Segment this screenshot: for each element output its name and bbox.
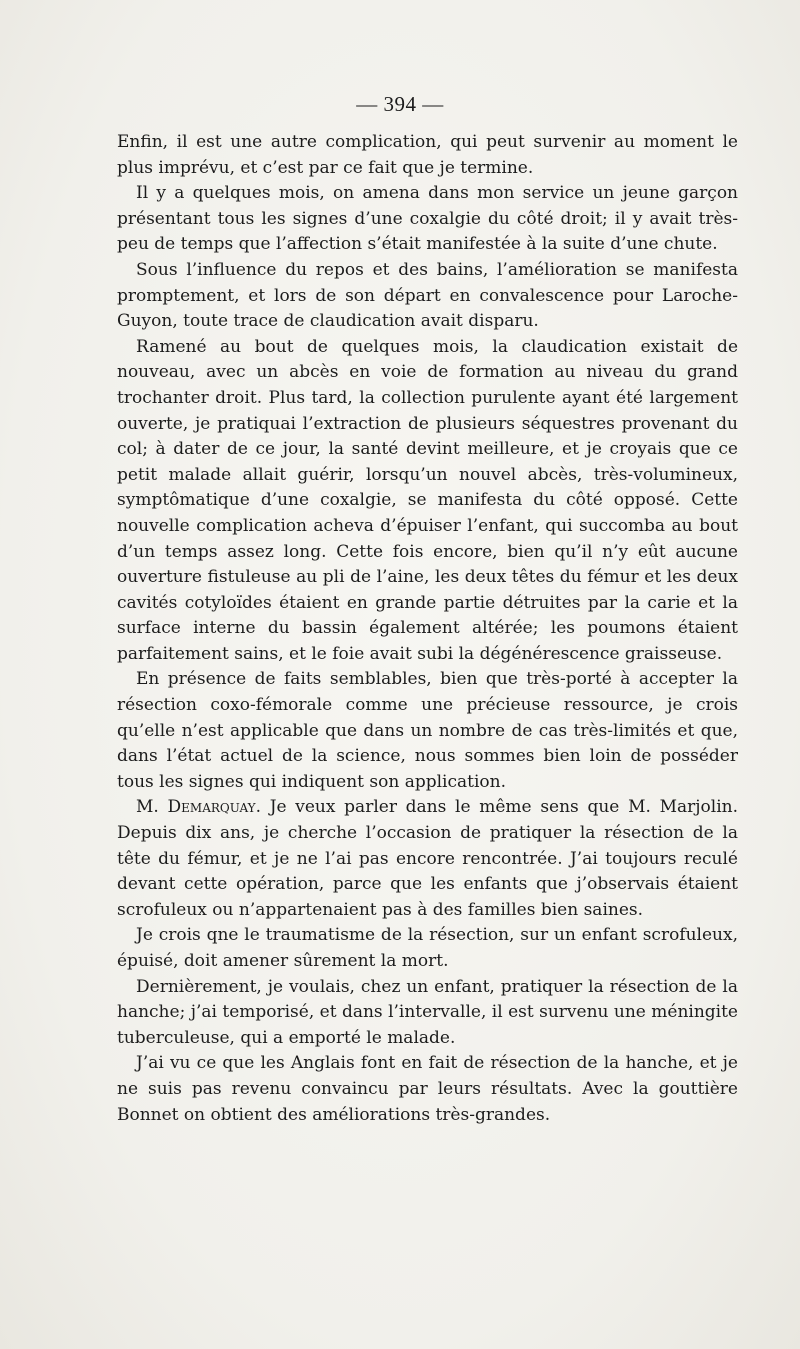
- paragraph-english-results: J’ai vu ce que les Anglais font en fait de résection de la hanche, et je ne suis pas revenu convaincu par leurs résultats. Avec la gouttière Bonnet on obtient des améliorations très-grandes.: [117, 1053, 738, 1125]
- paragraph-demarquay: [117, 795, 738, 923]
- paragraph-case-history: Il y a quelques mois, on amena dans mon service un jeune garçon présentant tous les signes d’une coxalgie du côté droit; il y avait très-peu de temps que l’affection s’était manifestée à la suite d’une chute.: [117, 183, 738, 255]
- speaker-name: M. Demarquay.: [136, 797, 261, 818]
- paragraph-recent-case: Dernièrement, je voulais, chez un enfant, pratiquer la résection de la hanche; j’ai temporisé, et dans l’intervalle, il est survenu une méningite tuberculeuse, qui a emporté le malade.: [117, 976, 738, 1048]
- paragraph-conclusion: En présence de faits semblables, bien que très-porté à accepter la résection coxo-fémorale comme une précieuse ressource, je crois qu’elle n’est applicable que dans un nombre de cas très-limités et que, dans l’état actuel de la science, nous sommes bien loin de posséder tous les signes qui indiquent son application.: [117, 669, 738, 792]
- paragraph-trauma: Je crois qne le traumatisme de la résection, sur un enfant scrofuleux, épuisé, doit amener sûrement la mort.: [117, 925, 738, 971]
- speaker-remarks: Je veux parler dans le même sens que M. Marjolin. Depuis dix ans, je cherche l’occasion de pratiquer la résection de la tête du fémur, et je ne l’ai pas encore rencontrée. J’ai toujours reculé devant cette opération, parce que les enfants que j’observais étaient scrofuleux ou n’appartenaient pas à des familles bien saines.: [117, 797, 738, 920]
- paragraph-relapse: Ramené au bout de quelques mois, la claudication existait de nouveau, avec un abcès en voie de formation au niveau du grand trochanter droit. Plus tard, la collection purulente ayant été largement ouverte, je pratiquai l’extraction de plusieurs séquestres provenant du col; à dater de ce jour, la santé devint meilleure, et je croyais que ce petit malade allait guérir, lorsqu’un nouvel abcès, très-volumineux, symptômatique d’une coxalgie, se manifesta du côté opposé. Cette nouvelle complication acheva d’épuiser l’enfant, qui succomba au bout d’un temps assez long. Cette fois encore, bien qu’il n’y eût aucune ouverture fistuleuse au pli de l’aine, les deux têtes du fémur et les deux cavités cotyloïdes étaient en grande partie détruites par la carie et la surface interne du bassin également altérée; les poumons étaient parfaitement sains, et le foie avait subi la dégénérescence graisseuse.: [117, 336, 738, 664]
- paragraph-improvement: Sous l’influence du repos et des bains, l’amélioration se manifesta promptement, et lors de son départ en convalescence pour Laroche-Guyon, toute trace de claudication avait disparu.: [117, 259, 738, 332]
- body-text: [117, 130, 738, 1128]
- paragraph-intro: Enfin, il est une autre complication, qui peut survenir au moment le plus imprévu, et c’est par ce fait que je termine.: [117, 132, 738, 178]
- page-number: — 394 —: [356, 92, 444, 116]
